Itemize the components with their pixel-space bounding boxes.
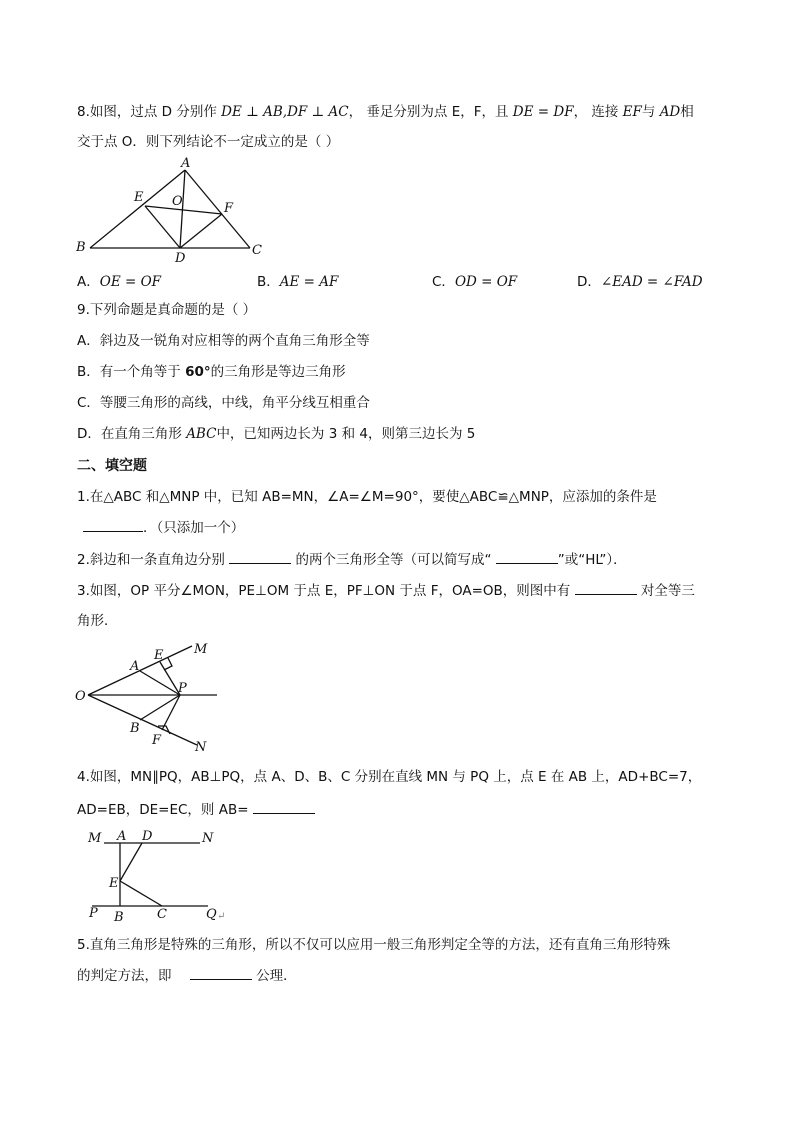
f3-line2: 角形． <box>77 613 118 629</box>
f4-parallel-figure <box>80 826 240 926</box>
fig3-label-f: F <box>152 733 162 748</box>
f5-line1: 5.直角三角形是特殊的三角形，所以不仅可以应用一般三角形判定全等的方法，还有直角三角形特殊 <box>77 937 671 953</box>
fig4-label-e: E <box>109 876 119 891</box>
q8-triangle-figure <box>72 155 272 265</box>
f1-answer-blank[interactable] <box>83 517 143 532</box>
q8-option-b: B．AE = AF <box>257 274 339 290</box>
f4-line2: AD=EB，DE=EC，则 AB= <box>77 799 315 820</box>
q9-option-b: B．有一个角等于 60°的三角形是等边三角形 <box>77 364 346 380</box>
f1-line1: 1.在△ABC 和△MNP 中，已知 AB=MN，∠A=∠M=90°，要使△ABC≌△MNP，应添加的条件是 <box>77 489 657 505</box>
fig3-label-p: P <box>178 681 187 696</box>
f3-answer-blank[interactable] <box>575 580 637 595</box>
f2-line: 2.斜边和一条直角边分别 的两个三角形全等（可以简写成“ ”或“HL”）． <box>77 549 627 570</box>
q8-option-d: D．∠EAD = ∠FAD <box>577 274 703 290</box>
fig3-label-e: E <box>154 648 164 663</box>
q9-option-c: C．等腰三角形的高线，中线，角平分线互相重合 <box>77 395 370 411</box>
q8-line2: 交于点 O．则下列结论不一定成立的是（ ） <box>77 134 340 150</box>
fig3-label-a: A <box>130 659 140 674</box>
section-title-fill-blank: 二、填空题 <box>77 458 147 474</box>
f2-answer-blank-2[interactable] <box>496 549 558 564</box>
fig8-label-o: O <box>172 194 183 209</box>
fig8-label-d: D <box>175 251 186 266</box>
f1-line2: ．（只添加一个） <box>77 517 244 538</box>
fig8-label-f: F <box>224 201 234 216</box>
fig4-label-d: D <box>142 829 153 844</box>
f4-line1: 4.如图，MN∥PQ，AB⊥PQ，点 A、D、B、C 分别在直线 MN 与 PQ 上，点 E 在 AB 上，AD+BC=7， <box>77 769 702 785</box>
f2-answer-blank-1[interactable] <box>229 549 291 564</box>
fig4-label-c: C <box>157 907 167 922</box>
fig3-label-n: N <box>195 740 207 755</box>
q9-option-a: A．斜边及一锐角对应相等的两个直角三角形全等 <box>77 333 370 349</box>
fig4-label-n: N <box>202 831 214 846</box>
q9-option-d: D．在直角三角形 ABC中，已知两边长为 3 和 4，则第三边长为 5 <box>77 426 476 442</box>
fig8-label-c: C <box>252 243 262 258</box>
q8-options <box>0 270 794 290</box>
fig3-label-b: B <box>130 721 140 736</box>
fig4-label-a: A <box>117 829 127 844</box>
q8-option-c: C．OD = OF <box>432 274 518 290</box>
q8-math-de-df: DE = DF <box>512 104 574 120</box>
fig4-label-b: B <box>114 910 124 925</box>
f3-line1: 3.如图，OP 平分∠MON，PE⊥OM 于点 E，PF⊥ON 于点 F，OA=OB，则图中有 对全等三 <box>77 580 695 601</box>
fig3-label-o: O <box>75 689 86 704</box>
q8-math-perp: DE ⊥ AB,DF ⊥ AC <box>221 104 349 120</box>
q8-option-a: A．OE = OF <box>77 274 162 290</box>
f4-answer-blank[interactable] <box>253 799 315 814</box>
fig4-label-m: M <box>88 831 102 846</box>
f5-line2: 的判定方法，即 公理． <box>77 965 297 986</box>
f3-angle-figure <box>72 638 232 756</box>
q9-stem: 9.下列命题是真命题的是（ ） <box>77 302 257 318</box>
fig8-label-b: B <box>76 240 86 255</box>
fig4-label-q: Q <box>206 907 217 922</box>
fig8-label-e: E <box>134 190 144 205</box>
fig8-label-a: A <box>181 156 191 171</box>
q8-line1: 8.如图，过点 D 分别作 DE ⊥ AB,DF ⊥ AC， 垂足分别为点 E，F，且 DE = DF， 连接 EF与 AD相 <box>77 104 694 120</box>
return-mark-icon: ↵ <box>217 911 226 922</box>
fig3-label-m: M <box>194 642 208 657</box>
f5-answer-blank[interactable] <box>190 965 252 980</box>
fig4-label-p: P <box>89 906 98 921</box>
